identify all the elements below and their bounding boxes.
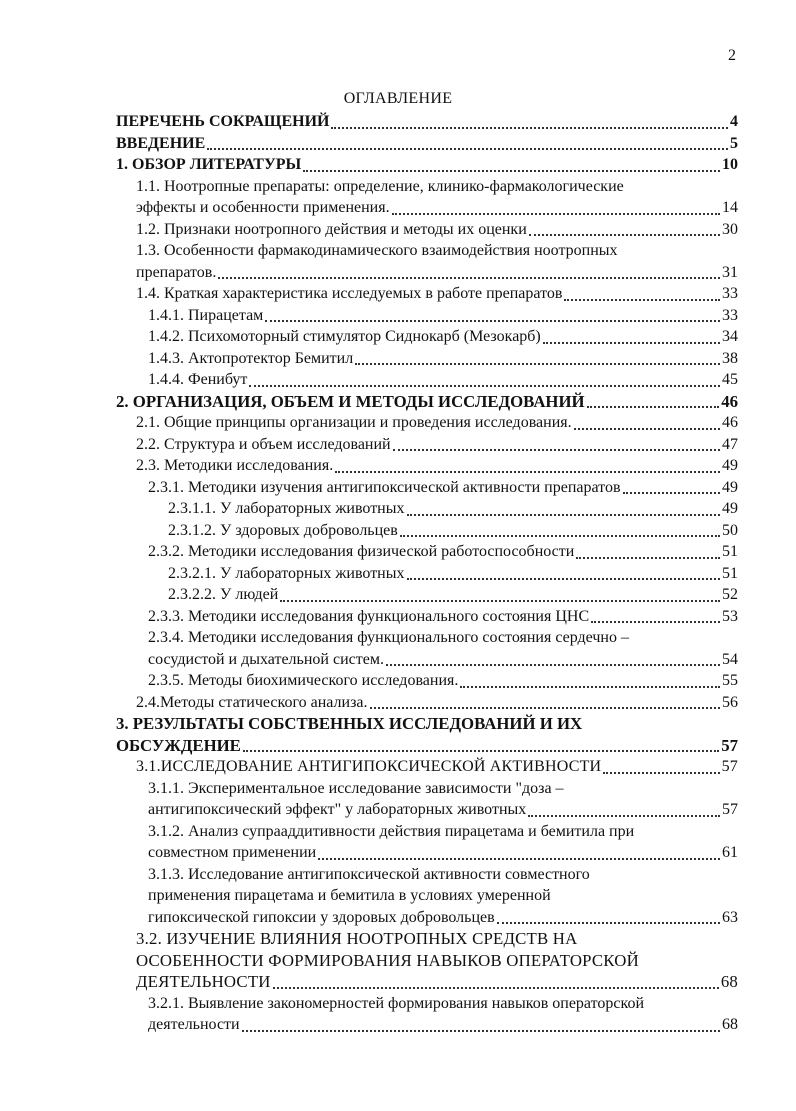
toc-page: 46 <box>722 414 738 431</box>
toc-page: 57 <box>722 801 738 818</box>
toc-page: 53 <box>722 607 738 625</box>
toc-page: 56 <box>722 693 738 711</box>
toc-page: 47 <box>722 435 738 453</box>
toc-page: 68 <box>722 1016 738 1033</box>
toc-entry[interactable]: 3.1.1. Экспериментальное исследование зависимости "доза – антигипоксический эффект" у лабораторных животных 57 <box>116 778 738 821</box>
toc-page: 30 <box>722 220 738 238</box>
toc-page: 54 <box>722 650 738 668</box>
toc-entry[interactable]: 2.3.2.2. У людей 52 <box>116 584 738 606</box>
toc-entry[interactable]: 2.4.Методы статического анализа. 56 <box>116 692 738 714</box>
toc-entry[interactable]: 3.2.1. Выявление закономерностей формирования навыков операторской деятельности 68 <box>116 993 738 1036</box>
toc-entry[interactable]: 1.4.3. Актопротектор Бемитил 38 <box>116 348 738 370</box>
toc-entry[interactable]: 2.3.2. Методики исследования физической работоспособности 51 <box>116 541 738 563</box>
page-number: 2 <box>728 47 736 64</box>
toc-entry[interactable]: 1.1. Ноотропные препараты: определение, клинико-фармакологические эффекты и особенности применения. 14 <box>116 176 738 219</box>
toc-entry[interactable]: 3.1.2. Анализ супрааддитивности действия пирацетама и бемитила при совместном применении 61 <box>116 821 738 864</box>
toc-entry[interactable]: 3.2. ИЗУЧЕНИЕ ВЛИЯНИЯ НООТРОПНЫХ СРЕДСТВ НА ОСОБЕННОСТИ ФОРМИРОВАНИЯ НАВЫКОВ ОПЕРАТОРСКОЙ ДЕЯТЕЛЬНОСТИ 68 <box>136 929 738 991</box>
toc-page: 5 <box>730 134 738 152</box>
toc-page: 46 <box>721 391 738 411</box>
toc-entry[interactable]: 1.2. Признаки ноотропного действия и методы их оценки 30 <box>116 219 738 241</box>
toc-page: 49 <box>722 500 738 517</box>
toc-entry[interactable]: 2.3.5. Методы биохимического исследования. 55 <box>116 670 738 692</box>
toc-page: 34 <box>722 328 738 345</box>
toc-entry[interactable]: 3. РЕЗУЛЬТАТЫ СОБСТВЕННЫХ ИССЛЕДОВАНИЙ И ИХ ОБСУЖДЕНИЕ 57 <box>116 714 738 755</box>
toc-entry[interactable]: 2.3. Методики исследования. 49 <box>116 455 738 477</box>
toc-entry[interactable]: 1.4.2. Психомоторный стимулятор Сиднокарб (Мезокарб) 34 <box>116 326 738 348</box>
toc-entry[interactable]: 2.3.2.1. У лабораторных животных 51 <box>116 563 738 585</box>
toc-page: 57 <box>721 735 738 755</box>
toc-page: 38 <box>722 349 738 367</box>
toc-page: 33 <box>722 285 738 302</box>
toc-page: 14 <box>722 199 738 216</box>
toc-title: ОГЛАВЛЕНИЕ <box>343 90 453 107</box>
toc-entry[interactable]: 1.4.4. Фенибут 45 <box>116 369 738 391</box>
table-of-contents <box>116 111 738 1036</box>
toc-entry[interactable]: ПЕРЕЧЕНЬ СОКРАЩЕНИЙ 4 <box>116 111 738 133</box>
toc-page: 51 <box>722 543 738 560</box>
toc-entry[interactable]: 2.3.4. Методики исследования функционального состояния сердечно – сосудистой и дыхательной систем. 54 <box>116 627 738 670</box>
toc-entry[interactable]: 1.3. Особенности фармакодинамического взаимодействия ноотропных препаратов. 31 <box>116 240 738 283</box>
toc-page: 61 <box>722 844 738 861</box>
toc-page: 63 <box>722 908 738 926</box>
toc-entry[interactable]: 1. ОБЗОР ЛИТЕРАТУРЫ 10 <box>116 154 738 176</box>
toc-page: 50 <box>722 521 738 539</box>
toc-entry[interactable]: 2.3.3. Методики исследования функционального состояния ЦНС 53 <box>116 606 738 628</box>
toc-entry[interactable]: 2.3.1. Методики изучения антигипоксической активности препаратов 49 <box>116 477 738 499</box>
toc-page: 57 <box>721 758 738 775</box>
toc-entry[interactable]: ВВЕДЕНИЕ 5 <box>116 133 738 155</box>
toc-page: 49 <box>722 457 738 474</box>
toc-entry[interactable]: 1.4. Краткая характеристика исследуемых в работе препаратов 33 <box>116 283 738 305</box>
toc-page: 10 <box>722 156 738 173</box>
toc-entry[interactable]: 2. ОРГАНИЗАЦИЯ, ОБЪЕМ И МЕТОДЫ ИССЛЕДОВАНИЙ 46 <box>116 391 738 411</box>
toc-page: 52 <box>722 586 738 603</box>
toc-entry[interactable]: 1.4.1. Пирацетам 33 <box>116 305 738 327</box>
toc-entry[interactable]: 2.3.1.2. У здоровых добровольцев 50 <box>116 520 738 542</box>
toc-entry[interactable]: 2.3.1.1. У лабораторных животных 49 <box>116 498 738 520</box>
toc-entry[interactable]: 3.1.ИССЛЕДОВАНИЕ АНТИГИПОКСИЧЕСКОЙ АКТИВНОСТИ 57 <box>116 756 738 778</box>
toc-entry[interactable]: 2.1. Общие принципы организации и проведения исследования. 46 <box>116 412 738 434</box>
toc-entry[interactable]: 2.2. Структура и объем исследований 47 <box>116 434 738 456</box>
toc-entry[interactable]: 3.1.3. Исследование антигипоксической активности совместного применения пирацетама и бемитила в условиях умеренной гипоксической гипоксии у здоровых добровольцев 63 <box>116 864 738 929</box>
toc-page: 68 <box>720 972 738 991</box>
toc-page: 4 <box>730 113 738 130</box>
toc-page: 49 <box>722 478 738 496</box>
toc-page: 51 <box>722 564 738 582</box>
toc-page: 55 <box>722 672 738 689</box>
toc-page: 31 <box>722 263 738 281</box>
toc-page: 33 <box>722 306 738 324</box>
toc-page: 45 <box>722 371 738 388</box>
